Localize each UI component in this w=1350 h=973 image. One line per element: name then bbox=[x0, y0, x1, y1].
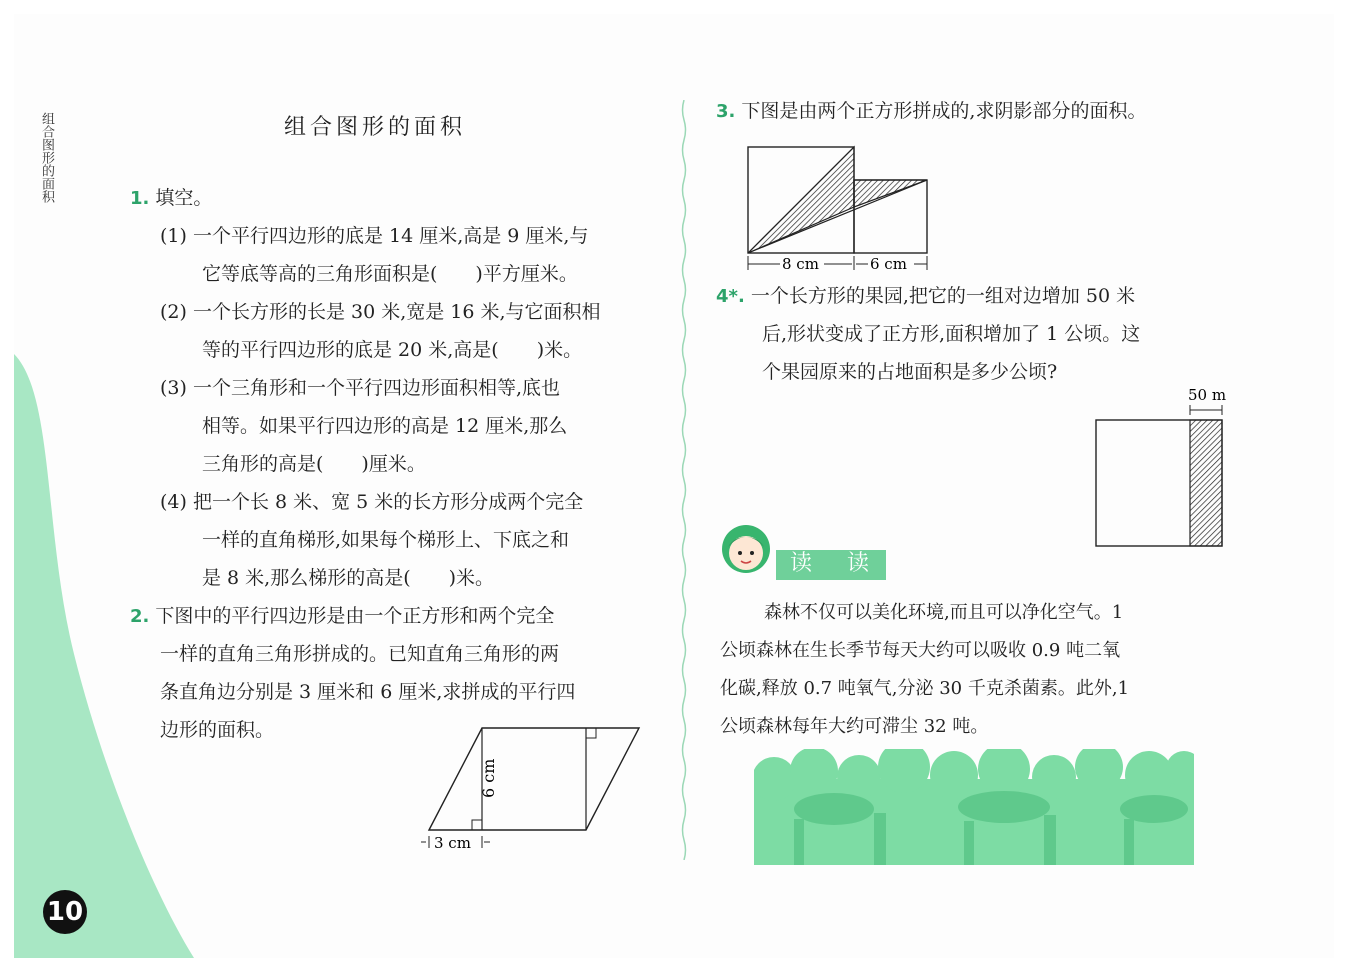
q1-item-2-line-2: 等的平行四边形的底是 20 米,高是( )米。 bbox=[202, 339, 583, 361]
forest-illustration bbox=[754, 749, 1194, 865]
page-number: 10 bbox=[43, 890, 87, 934]
reading-line-3: 化碳,释放 0.7 吨氧气,分泌 30 千克杀菌素。此外,1 bbox=[720, 678, 1130, 699]
q4-line-1: 一个长方形的果园,把它的一组对边增加 50 米 bbox=[750, 285, 1136, 307]
label-50m: 50 m bbox=[1188, 386, 1227, 404]
question-2 bbox=[130, 597, 554, 636]
question-1-text: 填空。 bbox=[155, 187, 213, 209]
question-4 bbox=[716, 277, 1135, 316]
label-3cm: 3 cm bbox=[434, 834, 471, 852]
q1-item-4-line-2: 一样的直角梯形,如果每个梯形上、下底之和 bbox=[202, 529, 570, 551]
question-1-number: 1. bbox=[130, 188, 150, 209]
question-2-number: 2. bbox=[130, 606, 150, 627]
q4-line-2: 后,形状变成了正方形,面积增加了 1 公顷。这 bbox=[762, 323, 1141, 345]
q4-line-3: 个果园原来的占地面积是多少公顷? bbox=[762, 361, 1058, 383]
reading-title: 读 读 bbox=[776, 550, 886, 580]
q2-line-1: 下图中的平行四边形是由一个正方形和两个完全 bbox=[155, 605, 555, 627]
reading-line-1: 森林不仅可以美化环境,而且可以净化空气。1 bbox=[764, 602, 1124, 623]
column-divider bbox=[681, 100, 687, 860]
question-3-number: 3. bbox=[716, 101, 736, 122]
page-title: 组合图形的面积 bbox=[284, 115, 467, 140]
label-6cm: 6 cm bbox=[479, 758, 498, 798]
label-8cm: 8 cm bbox=[782, 255, 819, 272]
q1-item-1-line-2: 它等底等高的三角形面积是( )平方厘米。 bbox=[202, 263, 578, 285]
parallelogram-figure bbox=[414, 720, 654, 860]
q1-item-3-line-2: 相等。如果平行四边形的高是 12 厘米,那么 bbox=[202, 415, 568, 437]
side-tab-title: 组合图形的面积 bbox=[39, 112, 54, 203]
two-squares-figure bbox=[740, 142, 940, 272]
question-1-stem bbox=[130, 179, 212, 218]
q1-item-3-line-1: (3) 一个三角形和一个平行四边形面积相等,底也 bbox=[160, 377, 560, 399]
reading-text bbox=[720, 594, 1240, 746]
question-4-number: 4*. bbox=[716, 286, 745, 307]
question-3 bbox=[716, 92, 1146, 131]
q2-line-3: 条直角边分别是 3 厘米和 6 厘米,求拼成的平行四 bbox=[160, 681, 576, 703]
workbook-page bbox=[14, 14, 1334, 958]
q1-item-3-line-3: 三角形的高是( )厘米。 bbox=[202, 453, 426, 475]
label-6cm-b: 6 cm bbox=[870, 255, 907, 272]
q1-item-4-line-1: (4) 把一个长 8 米、宽 5 米的长方形分成两个完全 bbox=[160, 491, 584, 513]
orchard-figure bbox=[1092, 382, 1232, 550]
reading-line-2: 公顷森林在生长季节每天大约可以吸收 0.9 吨二氧 bbox=[720, 640, 1121, 661]
reading-line-4: 公顷森林每年大约可滞尘 32 吨。 bbox=[720, 716, 989, 737]
q1-item-1-line-1: (1) 一个平行四边形的底是 14 厘米,高是 9 厘米,与 bbox=[160, 225, 589, 247]
girl-mascot-icon bbox=[718, 519, 778, 581]
q1-item-2-line-1: (2) 一个长方形的长是 30 米,宽是 16 米,与它面积相 bbox=[160, 301, 601, 323]
q2-line-2: 一样的直角三角形拼成的。已知直角三角形的两 bbox=[160, 643, 560, 665]
q1-item-4-line-3: 是 8 米,那么梯形的高是( )米。 bbox=[202, 567, 495, 589]
question-3-text: 下图是由两个正方形拼成的,求阴影部分的面积。 bbox=[741, 100, 1147, 122]
q2-line-4: 边形的面积。 bbox=[160, 719, 275, 741]
